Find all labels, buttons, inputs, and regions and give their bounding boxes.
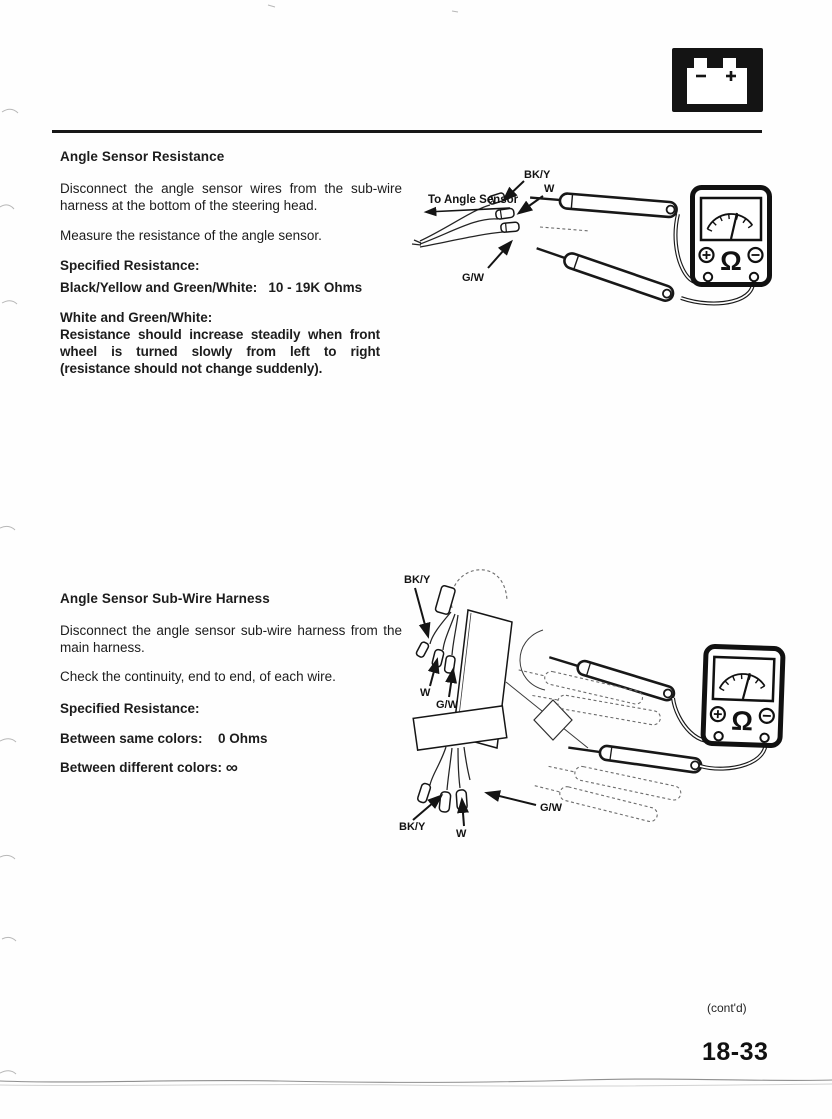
wire-connector <box>495 208 514 219</box>
label-bky-top: BK/Y <box>404 574 431 586</box>
continued-note: (cont'd) <box>707 1001 747 1015</box>
diagram-sub-wire-harness <box>399 570 783 840</box>
diagram-layer: Ω To Angle Sensor BK/Y W G/W BK/Y W G/W BK/Y W G/W <box>0 0 832 1119</box>
label-w: W <box>544 183 555 195</box>
test-probe <box>567 741 702 774</box>
label-w-top: W <box>420 687 431 699</box>
spec-subheading: White and Green/White: <box>60 310 213 325</box>
page-number: 18-33 <box>702 1038 769 1066</box>
section-angle-sensor-resistance <box>60 150 402 390</box>
section-divider <box>52 130 762 133</box>
test-probe <box>547 651 675 702</box>
label-w-bottom: W <box>456 828 467 840</box>
paragraph: Check the continuity, end to end, of each wire. <box>60 669 336 684</box>
spec-value: 0 Ohms <box>218 730 268 746</box>
paragraph: Disconnect the angle sensor sub-wire harness from the main harness. <box>60 623 402 655</box>
page-bottom-edge <box>0 1079 832 1082</box>
spec-row <box>60 760 402 777</box>
spec-label: Between different colors: <box>60 760 223 775</box>
spec-row <box>60 731 402 748</box>
test-probe <box>534 242 675 303</box>
section-heading: Angle Sensor Sub-Wire Harness <box>60 591 270 606</box>
paragraph: Measure the resistance of the angle sensor. <box>60 228 322 243</box>
label-gw-bottom: G/W <box>540 802 562 814</box>
spec-label: Between same colors: <box>60 730 203 746</box>
paragraph: Disconnect the angle sensor wires from the sub-wire harness at the bottom of the steering head. <box>60 181 402 213</box>
diagram-angle-sensor-resistance <box>412 169 770 303</box>
label-to-angle-sensor: To Angle Sensor <box>428 194 519 206</box>
spec-heading: Specified Resistance: <box>60 258 200 273</box>
label-bky: BK/Y <box>524 169 551 181</box>
section-sub-wire-harness <box>60 592 402 790</box>
section-heading: Angle Sensor Resistance <box>60 149 225 164</box>
label-gw-top: G/W <box>436 699 458 711</box>
spec-label: Black/Yellow and Green/White: <box>60 280 258 295</box>
battery-icon <box>672 48 763 112</box>
spec-note: Resistance should increase steadily when front wheel is turned slowly from left to right (resistance should not change suddenly). <box>60 327 380 376</box>
wire-connector <box>501 222 520 233</box>
label-bky-bottom: BK/Y <box>399 821 426 833</box>
infinity-symbol: ∞ <box>225 758 237 777</box>
spec-value: 10 - 19K Ohms <box>268 280 363 295</box>
spec-line <box>60 279 402 296</box>
label-gw: G/W <box>462 272 484 284</box>
spec-heading: Specified Resistance: <box>60 701 200 716</box>
